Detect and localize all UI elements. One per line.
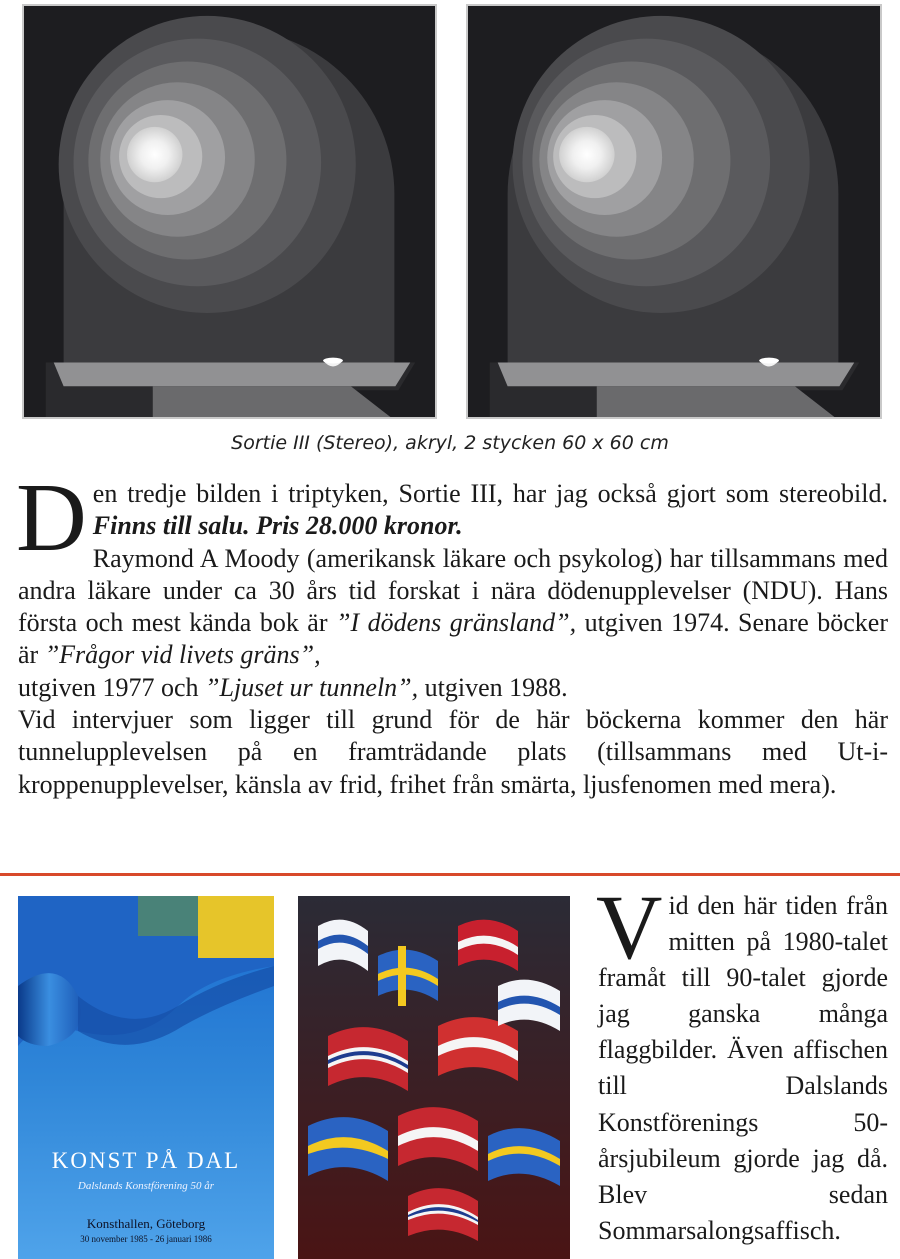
- moody-text-2: utgiven 1974. Senare böcker är: [18, 608, 889, 670]
- sale-note: Finns till salu. Pris 28.000 kronor.: [92, 511, 463, 541]
- side-text-body: id den här tiden från mitten på 1980-talet framåt till 90-talet gjorde jag ganska många flaggbilder. Även affischen till Dalslands Konstförenings 50-årsjubileum gjorde jag då. Blev sedan Sommarsalongsaffisch.: [598, 891, 888, 1245]
- poster-konst-pa-dal: [18, 896, 274, 1259]
- book-title-3: ”Ljuset ur tunneln”,: [205, 672, 419, 702]
- side-paragraph: [596, 876, 888, 1249]
- article-text: [16, 464, 889, 801]
- poster-subtitle: Dalslands Konstförening 50 år: [77, 1180, 215, 1192]
- moody-text-3: utgiven 1977 och: [18, 672, 206, 702]
- poster-title: KONST PÅ DAL: [51, 1148, 241, 1173]
- poster-venue: Konsthallen, Göteborg: [86, 1216, 206, 1231]
- book-title-2: ”Frågor vid livets gräns”,: [44, 640, 321, 670]
- poster-nordic-flags: [298, 896, 570, 1259]
- moody-text-4: utgiven 1988.: [418, 672, 568, 702]
- side-dropcap: V: [596, 876, 663, 978]
- intro-text: en tredje bilden i triptyken, Sortie III, har jag också gjort som stereobild.: [92, 479, 888, 508]
- dropcap: D: [16, 464, 87, 572]
- moody-text-1: Raymond A Moody (amerikansk läkare och psykolog) har tillsammans med andra läkare under ca 30 års tid forskat i nära dödenupplevelser (NDU). Hans första och mest kända bok är: [18, 543, 888, 638]
- intro-paragraph: [18, 478, 888, 543]
- interviews-paragraph: Vid intervjuer som ligger till grund för de här böckerna kommer den här tunnelupplevelsen på en framträdande plats (tillsammans med Ut-i-kroppenupplevelser, känsla av frid, frihet från smärta, ljusfenomen med mera).: [18, 705, 888, 799]
- painting-sortie-right: [466, 4, 882, 419]
- book-title-1: ”I dödens gränsland”,: [335, 608, 577, 638]
- poster-dates: 30 november 1985 - 26 januari 1986: [80, 1234, 212, 1244]
- section-divider: [0, 873, 900, 876]
- painting-sortie-left: [22, 4, 437, 419]
- painting-caption: Sortie III (Stereo), akryl, 2 stycken 60 x 60 cm: [231, 432, 669, 454]
- moody-paragraph: [18, 543, 888, 704]
